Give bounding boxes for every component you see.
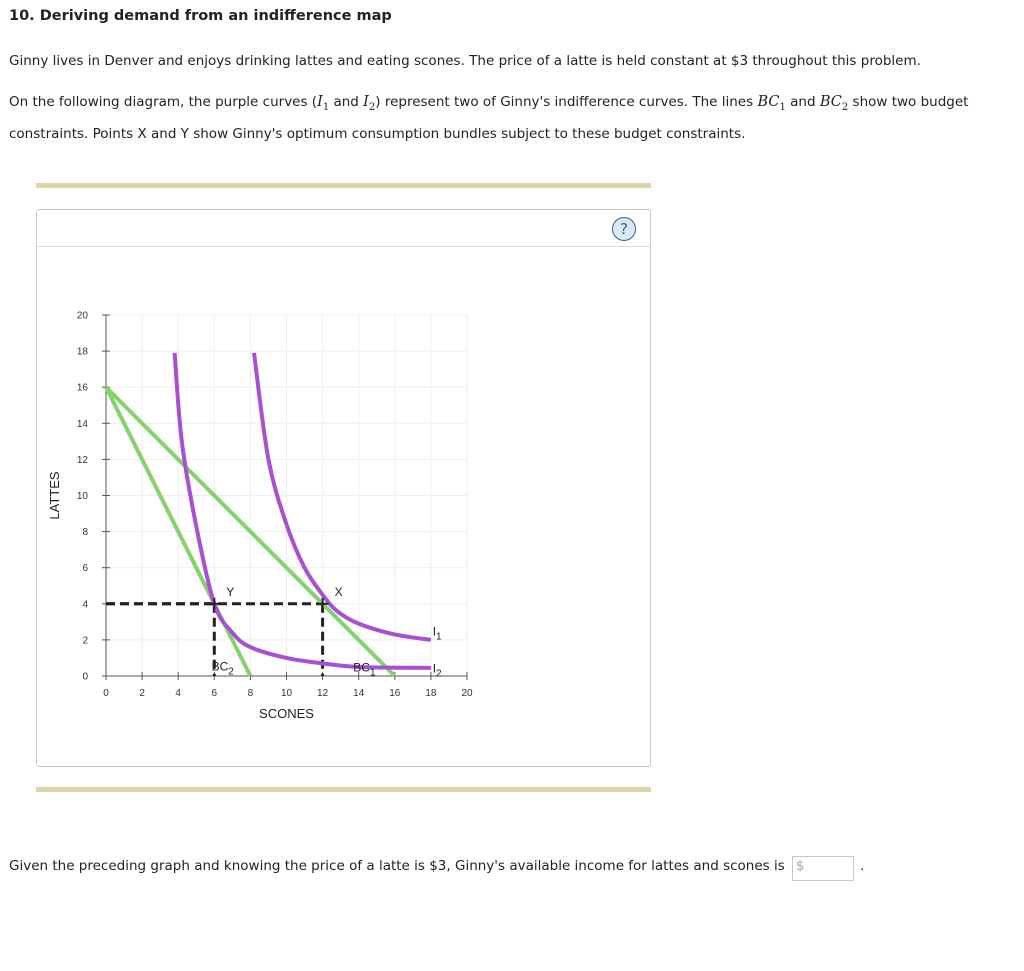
x-tick-label: 4 [175,688,181,699]
y-axis-title: LATTES [47,471,62,520]
y-tick-label: 8 [82,527,88,539]
math-i2: $I_2$ [363,94,376,113]
top-divider [36,183,651,188]
point-label-x: X [334,584,343,599]
curve-label-i1: $I_1$ [432,624,442,643]
question-title: 10. Deriving demand from an indifference map [9,8,392,24]
y-tick-label: 18 [76,346,88,358]
graph-panel [36,209,651,767]
description-text [9,89,1019,148]
answer-prompt: Given the preceding graph and knowing the price of a latte is $3, Ginny's available income for lattes and scones is [9,858,785,874]
budget-label-bc2: $BC_2$ [211,659,234,678]
y-tick-label: 14 [76,418,88,430]
x-tick-label: 8 [247,688,254,699]
x-tick-label: 18 [425,688,437,699]
intro-text: Ginny lives in Denver and enjoys drinking lattes and eating scones. The price of a latte is held constant at $3 throughout this problem. [9,53,921,69]
x-tick-label: 0 [103,688,109,699]
indifference-chart[interactable] [37,210,650,766]
x-tick-label: 16 [389,688,401,699]
y-tick-label: 12 [76,454,88,466]
math-bc2: $BC_2$ [819,94,849,113]
y-tick-label: 16 [76,382,88,394]
desc-and2: and [785,94,820,110]
help-button[interactable]: ? [612,217,636,241]
x-tick-label: 6 [211,688,218,699]
income-answer-box[interactable] [792,856,854,881]
x-tick-label: 20 [461,688,473,699]
currency-symbol: $ [796,859,805,874]
math-i1: $I_1$ [317,94,330,113]
x-tick-label: 12 [317,688,329,699]
desc-part3: show two budget constraints. Points X and Y show Ginny's optimum consumption bundles subject to these budget constraints. [9,94,969,142]
desc-and1: and [329,94,364,110]
y-tick-label: 20 [76,310,88,322]
desc-part1: On the following diagram, the purple curves ( [9,94,318,110]
y-tick-label: 4 [82,599,88,611]
x-axis-title: SCONES [259,706,314,721]
budget-label-bc1: $BC_1$ [353,660,376,679]
y-tick-label: 10 [76,491,88,502]
x-tick-label: 10 [280,688,293,699]
point-label-y: Y [226,584,235,599]
x-tick-label: 2 [139,688,145,699]
y-tick-label: 0 [82,671,88,683]
y-tick-label: 6 [82,563,88,575]
y-tick-label: 2 [82,635,88,647]
math-bc1: $BC_1$ [757,94,786,113]
x-tick-label: 14 [353,688,365,699]
income-input[interactable] [807,858,849,877]
bottom-divider [36,787,651,792]
desc-part2: ) represent two of Ginny's indifference curves. The lines [375,94,758,110]
curve-label-i2: $I_2$ [432,661,442,680]
answer-suffix: . [860,858,865,874]
